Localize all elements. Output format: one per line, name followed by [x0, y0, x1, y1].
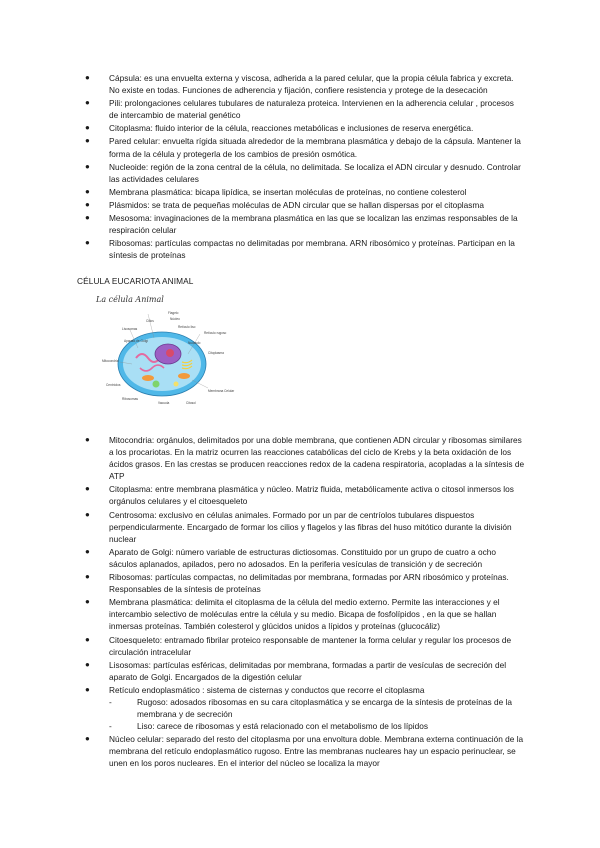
nucleolus-shape [166, 349, 174, 357]
figure-label: Flagelo [168, 311, 179, 315]
bullet: ● [85, 123, 90, 133]
mitochondria-shape [142, 375, 154, 381]
list-item: ● Pili: prolongaciones celulares tubulares de naturaleza proteica. Intervienen en la adherencia celular , procesos de intercambio de material genético [85, 98, 514, 121]
list-item: ● Membrana plasmática: delimita el citoplasma de la célula del medio externo. Permite las interacciones y el intercambio selectivo de moléculas entre la célula y su medio. Bicapa de fosfolípidos , en la que se hallan inmersas proteínas. También colesterol y glúcidos unidos a lípidos y proteínas (glucocáliz) [85, 597, 500, 632]
list-item: ● Mitocondria: orgánulos, delimitados por una doble membrana, que contienen ADN circular y ribosomas similares a los procariotas. En la matriz ocurren las reacciones catabólicas del ciclo de Krebs y la beta oxidación de los ácidos grasos. En las crestas se producen reacciones redox de la cadena respiratoria, acopladas a la síntesis de ATP [85, 435, 525, 482]
bullet: ● [85, 634, 90, 644]
bullet: ● [85, 199, 90, 209]
bullet: ● [85, 509, 90, 519]
bullet: ● [85, 659, 90, 669]
bullet: ● [85, 186, 90, 196]
list-item: ● Núcleo celular: separado del resto del citoplasma por una envoltura doble. Membrana externa continuación de la membrana del retículo endoplasmático rugoso. Entre las membranas nucleares hay un espacio perinuclear, se unen en los poros nucleares. En el interior del núcleo se localiza la mayor [85, 734, 524, 769]
sublist-item: - Rugoso: adosados ribosomas en su cara citoplasmática y se encarga de la síntesis de proteínas de la membrana y de secreción [109, 696, 512, 720]
animal-cell-figure [92, 292, 248, 412]
list-item: ● Plásmidos: se trata de pequeñas moléculas de ADN circular que se hallan dispersas por el citoplasma [85, 199, 484, 210]
figure-label: Retículo rugoso [204, 331, 227, 335]
sublist-item: - Liso: carece de ribosomas y está relacionado con el metabolismo de los lípidos [109, 721, 429, 732]
bullet: ● [85, 484, 90, 494]
bullet: ● [85, 98, 90, 108]
mitochondria-shape [178, 373, 190, 379]
list-item: ● Aparato de Golgi: número variable de estructuras dictiosomas. Constituido por un grupo de cuatro a ocho sáculos aplanados, apilados, pero no adosados. En la periferia vesículas de transición y de secreción [85, 546, 496, 569]
figure-label: Membrana Celular [208, 389, 235, 393]
figure-label: Citoplasma [208, 351, 224, 355]
bullet: ● [85, 73, 90, 82]
list-item: ● Citoesqueleto: entramado fibrilar proteico responsable de mantener la forma celular y regular los procesos de circulación intracelular [85, 634, 512, 657]
bullet: ● [85, 546, 90, 556]
list-item: ● Ribosomas: partículas compactas no delimitadas por membrana. ARN ribosómico y proteínas. Participan en la síntesis de proteínas [85, 238, 515, 261]
figure-label: Mitocondria [102, 359, 119, 363]
section-heading: CÉLULA EUCARIOTA ANIMAL [77, 276, 194, 286]
list-item: ● Mesosoma: invaginaciones de la membrana plasmática en las que se localizan las enzimas responsables de la respiración celular [85, 213, 518, 236]
figure-label: Centríolos [106, 383, 121, 387]
eukaryote-list [85, 434, 525, 770]
figure-label: Vacuola [158, 401, 170, 405]
figure-label: Núcleo [170, 317, 180, 321]
figure-title: La célula Animal [96, 295, 164, 304]
bullet: ● [85, 238, 90, 248]
figure-label: Lisosomas [122, 327, 138, 331]
list-item: ● Citoplasma: entre membrana plasmática y núcleo. Matriz fluida, metabólicamente activa o citosol inmersos los orgánulos celulares y el citoesqueleto [85, 484, 514, 507]
list-item: ● Citoplasma: fluido interior de la célula, reacciones metabólicas e inclusiones de reserva energética. [85, 123, 474, 134]
animal-cell-diagram [92, 292, 248, 412]
figure-label: Citosol [186, 401, 196, 405]
figure-label: Cilios [146, 319, 154, 323]
bullet: ● [85, 213, 90, 223]
vacuole-shape [153, 381, 160, 388]
dash: - [109, 696, 112, 707]
list-item: ● Cápsula: es una envuelta externa y viscosa, adherida a la pared celular, que la propia célula fabrica y excreta. No existe en todas. Funciones de adherencia y fijación, confiere resistencia y protege de la desecación [85, 73, 514, 96]
list-item: ● Membrana plasmática: bicapa lipídica, se insertan moléculas de proteínas, no contiene colesterol [85, 186, 467, 197]
bullet: ● [85, 597, 90, 607]
list-item: ● Retículo endoplasmático : sistema de cisternas y conductos que recorre el citoplasma - Rugoso: adosados ribosomas en su cara citoplasmática y se encarga de la síntesis de proteínas de la membrana y de secreción - Liso: carece de ribosomas y está relacionado con el metabolismo de los lípidos [85, 684, 525, 732]
list-item: ● Lisosomas: partículas esféricas, delimitadas por membrana, formadas a partir de vesículas de secreción del aparato de Golgi. Encargados de la digestión celular [85, 659, 507, 682]
list-item: ● Pared celular: envuelta rígida situada alrededor de la membrana plasmática y debajo de la cápsula. Mantener la forma de la célula y protegerla de los cambios de presión osmótica. [85, 136, 521, 159]
vacuole-shape [174, 382, 179, 387]
bullet: ● [85, 734, 90, 744]
bullet: ● [85, 136, 90, 146]
list-item: ● Ribosomas: partículas compactas, no delimitadas por membrana, formadas por ARN ribosómico y proteínas. Responsables de la síntesis de proteínas [85, 572, 509, 595]
figure-label: Nucleolo [188, 341, 201, 345]
bullet: ● [85, 161, 90, 171]
list-item: ● Centrosoma: exclusivo en células animales. Formado por un par de centríolos tubulares dispuestos perpendicularmente. Encargado de formar los cilios y flagelos y las fibras del huso mitótico durante la división nuclear [85, 509, 512, 544]
bullet: ● [85, 435, 90, 444]
figure-label: Aparato de Golgi [124, 339, 148, 343]
prokaryote-list [85, 72, 525, 261]
list-item: ● Nucleoide: región de la zona central de la célula, no delimitada. Se localiza el ADN circular y desnudo. Controlar las actividades celulares [85, 161, 521, 184]
figure-label: Retículo liso [178, 325, 196, 329]
bullet: ● [85, 572, 90, 582]
bullet: ● [85, 684, 90, 694]
reticulum-sublist [85, 696, 525, 732]
dash: - [109, 721, 112, 732]
figure-label: Ribosomas [122, 397, 138, 401]
